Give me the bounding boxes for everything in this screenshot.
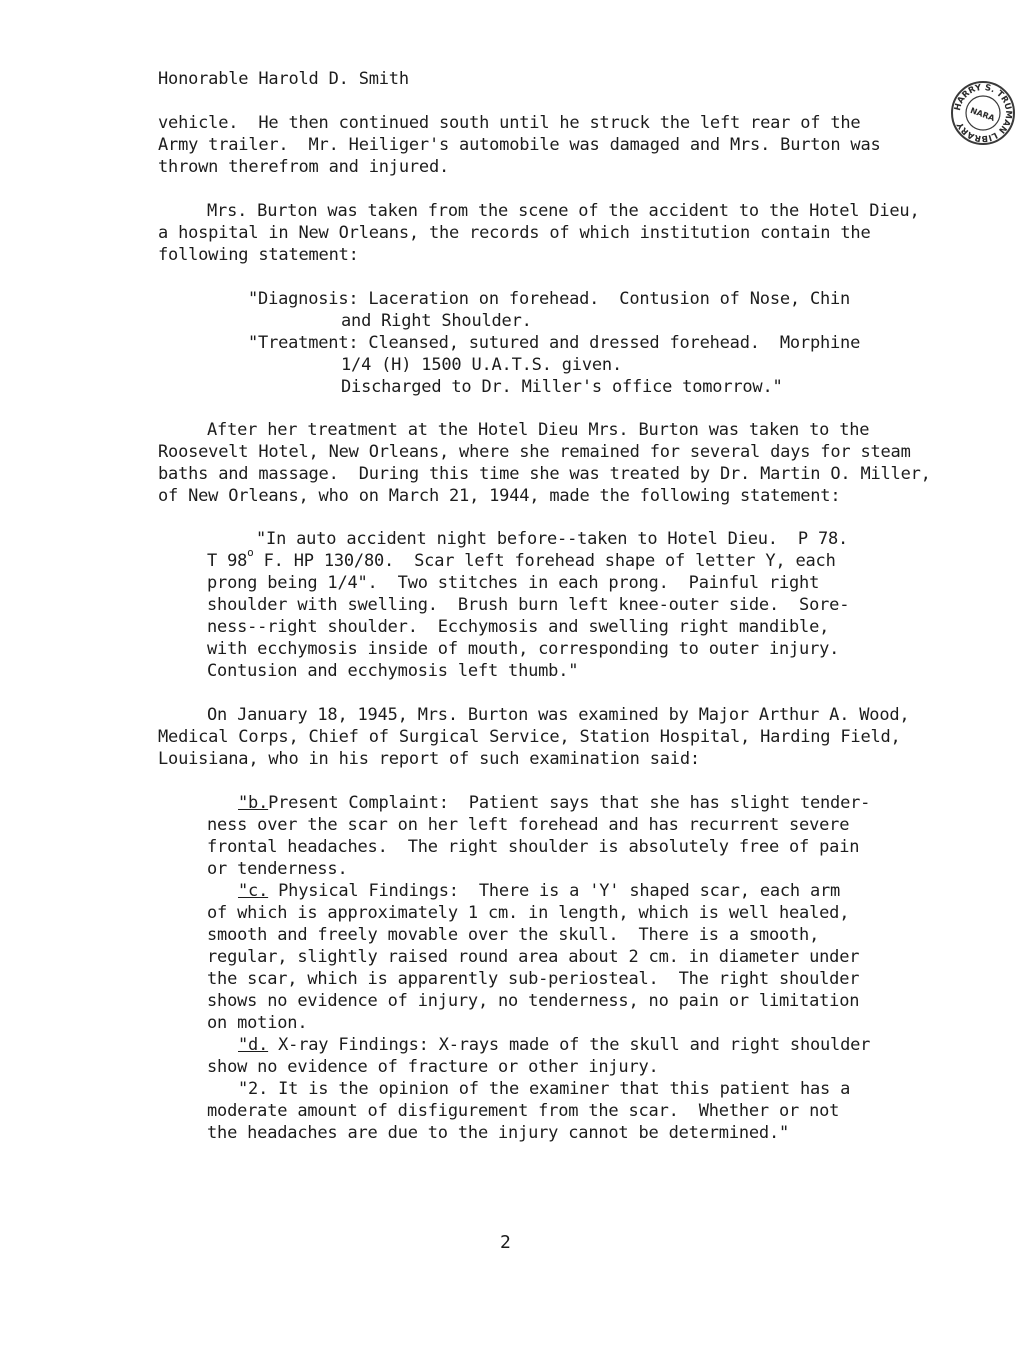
quote-line	[238, 1034, 870, 1056]
paragraph-line: On January 18, 1945, Mrs. Burton was examined by Major Arthur A. Wood,	[207, 705, 910, 725]
quote-line: shows no evidence of injury, no tenderness, no pain or limitation	[207, 991, 860, 1011]
quote-line: "2. It is the opinion of the examiner that this patient has a	[238, 1079, 851, 1099]
quote-line: of which is approximately 1 cm. in length, which is well healed,	[207, 903, 850, 923]
paragraph-line: baths and massage. During this time she was treated by Dr. Martin O. Miller,	[158, 464, 931, 484]
quote-line: ness over the scar on her left forehead and has recurrent severe	[207, 815, 850, 835]
library-stamp	[950, 80, 1016, 146]
item-marker: "d.	[238, 1035, 269, 1055]
paragraph-line: After her treatment at the Hotel Dieu Mrs. Burton was taken to the	[207, 420, 870, 440]
quote-line: and Right Shoulder.	[341, 311, 532, 331]
quote-line: Contusion and ecchymosis left thumb."	[207, 661, 579, 681]
quote-line: "In auto accident night before--taken to Hotel Dieu. P 78.	[256, 529, 849, 549]
paragraph-line: of New Orleans, who on March 21, 1944, made the following statement:	[158, 486, 841, 506]
paragraph-line: following statement:	[158, 245, 359, 265]
paragraph-line: Roosevelt Hotel, New Orleans, where she remained for several days for steam	[158, 442, 911, 462]
paragraph-line: thrown therefrom and injured.	[158, 157, 450, 177]
paragraph-line: vehicle. He then continued south until he struck the left rear of the	[158, 113, 861, 133]
quote-line: 1/4 (H) 1500 U.A.T.S. given.	[341, 355, 622, 375]
stamp-center-text: NARA	[969, 105, 996, 123]
quote-line: or tenderness.	[207, 859, 348, 879]
quote-line: regular, slightly raised round area about 2 cm. in diameter under	[207, 947, 860, 967]
quote-line: with ecchymosis inside of mouth, corresponding to outer injury.	[207, 639, 840, 659]
quote-line: ness--right shoulder. Ecchymosis and swelling right mandible,	[207, 617, 830, 637]
quote-text: X-ray Findings: X-rays made of the skull and right shoulder	[268, 1035, 871, 1055]
paragraph-line: Army trailer. Mr. Heiliger's automobile was damaged and Mrs. Burton was	[158, 135, 881, 155]
item-marker: "c.	[238, 881, 269, 901]
quote-line: the scar, which is apparently sub-periosteal. The right shoulder	[207, 969, 860, 989]
quote-text: T 98	[207, 551, 248, 571]
quote-line: shoulder with swelling. Brush burn left knee-outer side. Sore-	[207, 595, 850, 615]
quote-text: Physical Findings: There is a 'Y' shaped scar, each arm	[268, 881, 841, 901]
quote-text: Present Complaint: Patient says that she has slight tender-	[268, 793, 871, 813]
page-number: 2	[500, 1232, 511, 1253]
quote-line	[207, 546, 836, 574]
stamp-text: HARRY S. TRUMAN LIBRARY	[953, 82, 1014, 144]
quote-line: frontal headaches. The right shoulder is absolutely free of pain	[207, 837, 860, 857]
quote-line: moderate amount of disfigurement from the scar. Whether or not	[207, 1101, 840, 1121]
quote-line: show no evidence of fracture or other injury.	[207, 1057, 659, 1077]
quote-line: smooth and freely movable over the skull. There is a smooth,	[207, 925, 820, 945]
recipient-heading: Honorable Harold D. Smith	[158, 69, 409, 89]
paragraph-line: a hospital in New Orleans, the records of which institution contain the	[158, 223, 871, 243]
quote-line: on motion.	[207, 1013, 308, 1033]
degree-mark: o	[247, 546, 254, 559]
paragraph-line: Louisiana, who in his report of such examination said:	[158, 749, 700, 769]
quote-line	[238, 880, 840, 902]
quote-line: "Treatment: Cleansed, sutured and dressed forehead. Morphine	[248, 333, 861, 353]
paragraph-line: Mrs. Burton was taken from the scene of the accident to the Hotel Dieu,	[207, 201, 920, 221]
item-marker: "b.	[238, 793, 269, 813]
quote-line: prong being 1/4". Two stitches in each prong. Painful right	[207, 573, 820, 593]
quote-line: "Diagnosis: Laceration on forehead. Contusion of Nose, Chin	[248, 289, 851, 309]
paragraph-line: Medical Corps, Chief of Surgical Service, Station Hospital, Harding Field,	[158, 727, 901, 747]
quote-line: the headaches are due to the injury cannot be determined."	[207, 1123, 790, 1143]
quote-text: F. HP 130/80. Scar left forehead shape of letter Y, each	[253, 551, 836, 571]
quote-line	[238, 792, 870, 814]
quote-line: Discharged to Dr. Miller's office tomorrow."	[341, 377, 783, 397]
